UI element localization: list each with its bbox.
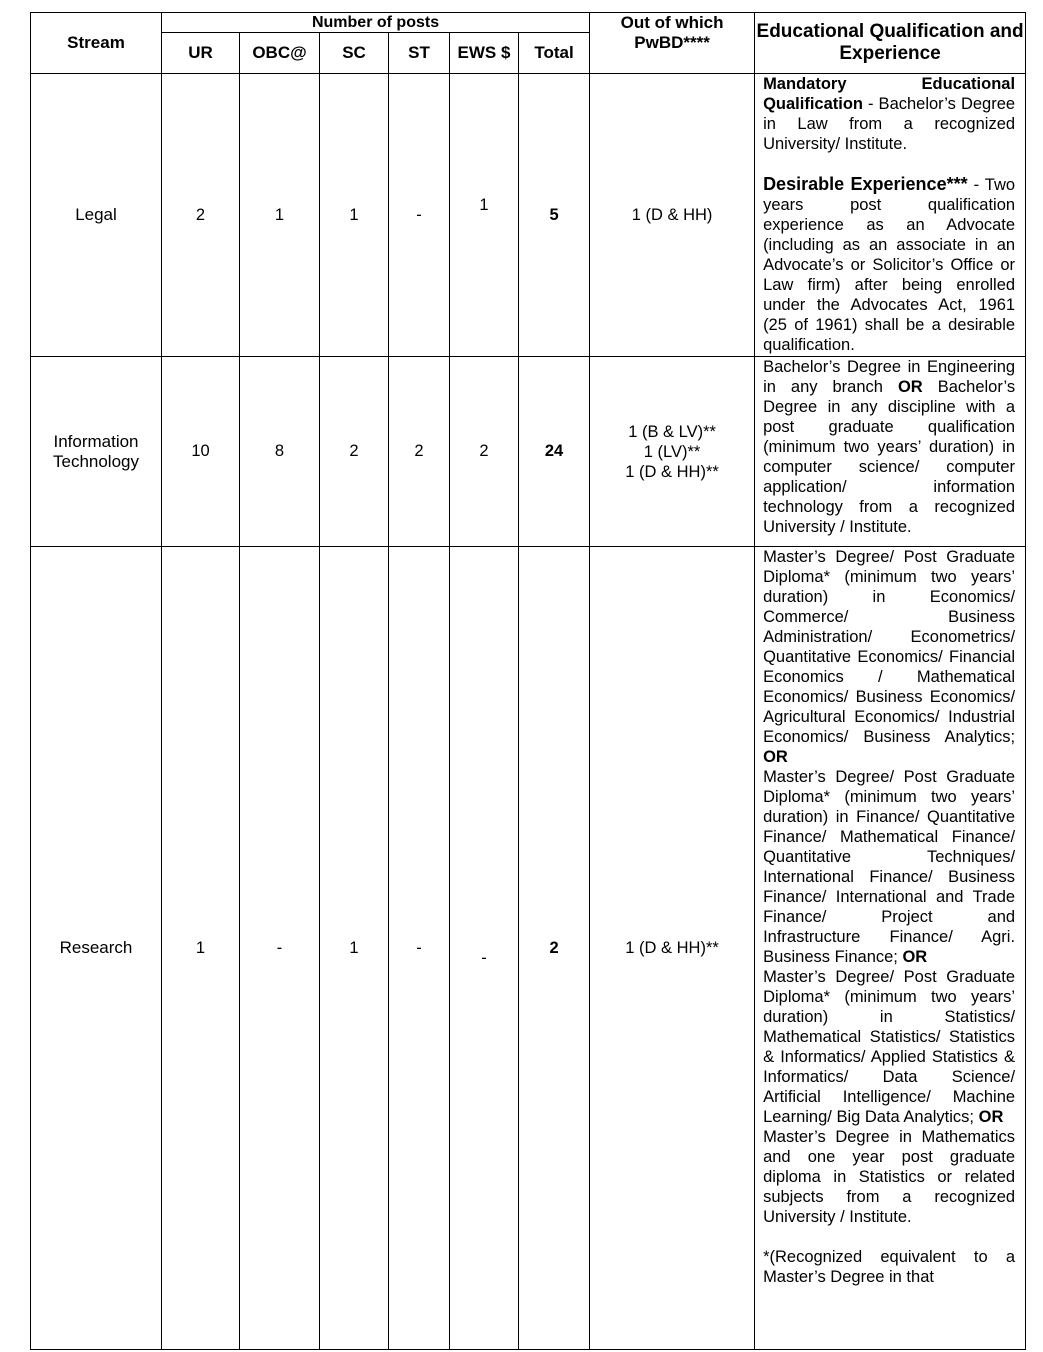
st-cell: 2 [389, 357, 450, 547]
header-ur: UR [162, 33, 240, 74]
obc-cell: 1 [240, 74, 320, 357]
mandatory-text: - Bachelor’s Degree in Law from a recognized University/ Institute. [763, 95, 1016, 153]
obc-cell: 8 [240, 357, 320, 547]
table-row-research [31, 547, 1026, 1350]
header-obc: OBC@ [240, 33, 320, 74]
obc-cell: - [240, 547, 320, 1350]
total-cell: 24 [519, 357, 590, 547]
header-ews: EWS $ [450, 33, 519, 74]
table-row-legal [31, 74, 1026, 357]
st-cell: - [389, 74, 450, 357]
desirable-label: Desirable Experience*** [763, 174, 968, 194]
header-pwbd: Out of which PwBD**** [590, 13, 755, 74]
st-cell: - [389, 547, 450, 1350]
header-st: ST [389, 33, 450, 74]
ur-cell: 2 [162, 74, 240, 357]
stream-cell: Information Technology [31, 357, 162, 547]
header-number-of-posts: Number of posts [162, 13, 590, 33]
pwbd-cell: 1 (D & HH) [590, 74, 755, 357]
qualification-cell [755, 74, 1026, 357]
mandatory-label: Mandatory Educational Qualification [763, 75, 1016, 113]
stream-cell: Research [31, 547, 162, 1350]
ews-cell: 1 [450, 74, 519, 357]
header-qualification: Educational Qualification and Experience [755, 13, 1026, 74]
recruitment-table [30, 12, 1026, 1350]
qualification-cell: Bachelor’s Degree in Engineering in any branch OR Bachelor’s Degree in any discipline with a post graduate qualification (minimum two years’ duration) in computer science/ computer application/ information technology from a recognized University / Institute. [755, 357, 1026, 547]
header-stream: Stream [31, 13, 162, 74]
qualification-cell: Master’s Degree/ Post Graduate Diploma* (minimum two years’ duration) in Economics/ Commerce/ Business Administration/ Econometrics/ Quantitative Economics/ Financial Economics / Mathematical Economics/ Business Economics/ Agricultural Economics/ Industrial Economics/ Business Analytics; OR Master’s Degree/ Post Graduate Diploma* (minimum two years’ duration) in Finance/ Quantitative Finance/ Mathematical Finance/ Quantitative Techniques/ International Finance/ Business Finance/ International and Trade Finance/ Project and Infrastructure Finance/ Agri. Business Finance; OR Master’s Degree/ Post Graduate Diploma* (minimum two years’ duration) in Statistics/ Mathematical Statistics/ Statistics & Informatics/ Applied Statistics & Informatics/ Data Science/ Artificial Intelligence/ Machine Learning/ Big Data Analytics; OR Master’s Degree in Mathematics and one year post graduate diploma in Statistics or related subjects from a recognized University / Institute. *(Recognized equivalent to a Master’s Degree in that [755, 547, 1026, 1350]
total-cell: 2 [519, 547, 590, 1350]
desirable-text: - Two years post qualification experience as an Advocate (including as an associate in an Advocate’s or Solicitor’s Office or Law firm) after being enrolled under the Advocates Act, 1961 (25 of 1961) shall be a desirable qualification. [763, 176, 1016, 354]
ur-cell: 10 [162, 357, 240, 547]
stream-cell: Legal [31, 74, 162, 357]
header-total: Total [519, 33, 590, 74]
ews-cell: 2 [450, 357, 519, 547]
table-row-it [31, 357, 1026, 547]
pwbd-cell: 1 (D & HH)** [590, 547, 755, 1350]
ews-cell: - [450, 547, 519, 1350]
pwbd-cell: 1 (B & LV)** 1 (LV)** 1 (D & HH)** [590, 357, 755, 547]
sc-cell: 2 [320, 357, 389, 547]
total-cell: 5 [519, 74, 590, 357]
ur-cell: 1 [162, 547, 240, 1350]
sc-cell: 1 [320, 74, 389, 357]
sc-cell: 1 [320, 547, 389, 1350]
header-sc: SC [320, 33, 389, 74]
